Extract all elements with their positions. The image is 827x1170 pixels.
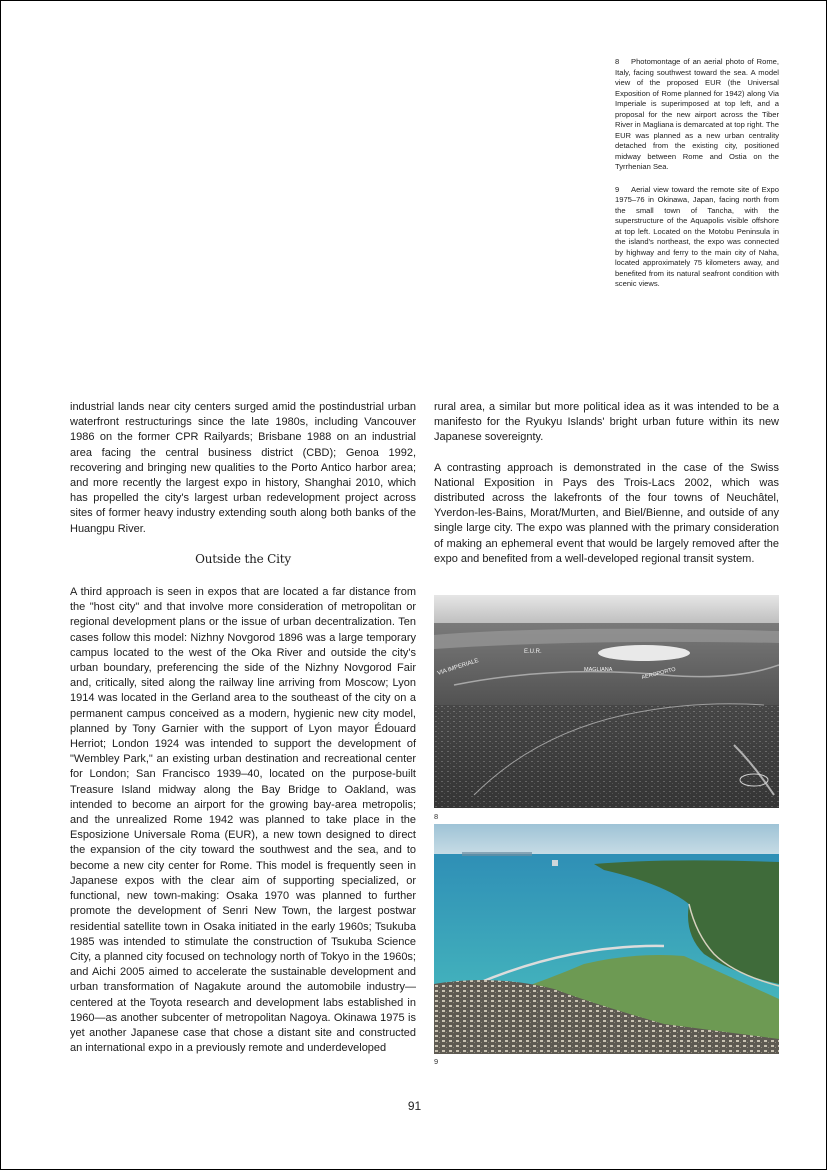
page-number: 91 bbox=[407, 1099, 422, 1113]
body-paragraph: A third approach is seen in expos that are located a far distance from the "host city" and that involve more consideration of metropolitan or regional development plans or the issue of urban decentralization. Ten cases follow this model: Nizhny Novgorod 1896 was a large temporary campus located to the west of the Oka River and outside the city's urban boundary, preferencing the side of the Nizhny Novgorod Fair and, critically, sited along the railway line arriving from Moscow; Lyon 1914 was located in the Gerland area to the southeast of the city on a permanent campus conceived as a modern, hygienic new city model, planned by Tony Garnier with the support of Lyon mayor Édouard Herriot; London 1924 was intended to support the development of "Wembley Park," an existing urban destination and recreational center for London; San Francisco 1939–40, located on the purpose-built Treasure Island midway along the Bay Bridge to Oakland, was intended to become an airport for the growing bay-area metropolis; and the unrealized Rome 1942 was planned to take place in the Esposizione Universale Roma (EUR), a new town designed to direct the expansion of the city toward the southwest and the sea, and to become a new city center for Rome. This model is frequently seen in Japanese expos with the clear aim of supporting specialized, or functional, new town-making: Osaka 1970 was planned to further promote the development of Senri New Town, the largest postwar residential satellite town in Osaka initiated in the early 1960s; Tsukuba 1985 was intended to stimulate the construction of Tsukuba Science City, a planned city focused on technology north of Tokyo in the 1960s; and Aichi 2005 aimed to accelerate the sustainable development and urban transformation of Nagakute around the automobile industry—centered at the Toyota research and development labs established in 1960—as another subcenter of metropolitan Nagoya. Okinawa 1975 is yet another Japanese case that chose a distant site and constructed an international expo in a previously remote and underdeveloped bbox=[70, 586, 416, 1055]
photo-label: AEROPORTO bbox=[641, 666, 677, 681]
photo-label: E.U.R. bbox=[524, 649, 542, 655]
rome-aerial-photomontage bbox=[434, 595, 779, 808]
photo-label: VIA IMPERIALE bbox=[436, 657, 480, 677]
caption-number: 9 bbox=[615, 184, 620, 194]
caption-text: Aerial view toward the remote site of Expo 1975–76 in Okinawa, Japan, facing north from the small town of Tancha, with the superstructure of the Aquapolis visible offshore at top left. Located on the Motobu Peninsula in the island's northeast, the expo was connected by highway and ferry to the main city of Naha, located approximately 75 kilometers away, and benefited from its natural seafront condition with scenic views. bbox=[615, 184, 779, 288]
okinawa-photo-image bbox=[434, 824, 779, 1054]
figure-number: 9 bbox=[434, 1057, 439, 1066]
figure-number: 8 bbox=[434, 812, 439, 821]
caption-9 bbox=[615, 185, 779, 290]
figure-captions bbox=[615, 57, 779, 302]
left-text-column bbox=[70, 400, 416, 1071]
right-text-column bbox=[434, 400, 779, 582]
caption-number: 8 bbox=[615, 57, 620, 66]
caption-text: Photomontage of an aerial photo of Rome, Italy, facing southwest toward the sea. A model view of the proposed EUR (the Universal Exposition of Rome planned for 1942) along Via Imperiale is superimposed at top left, and a proposal for the new airport across the Tiber River in Magliana is demarcated at top right. The EUR was planned as a new urban centrality detached from the existing city, positioned midway between Rome and Ostia on the Tyrrhenian Sea. bbox=[615, 57, 779, 171]
aerial-photo-image bbox=[434, 595, 779, 808]
photo-label: MAGLIANA bbox=[584, 667, 613, 673]
section-heading: Outside the City bbox=[195, 551, 291, 566]
caption-8 bbox=[615, 57, 779, 173]
body-paragraph: rural area, a similar but more political idea as it was intended to be a manifesto for the Ryukyu Islands' bright urban future within its new Japanese sovereignty. bbox=[434, 401, 779, 444]
body-paragraph: industrial lands near city centers surged amid the postindustrial urban waterfront restructurings since the late 1980s, including Vancouver 1986 on the former CPR Railyards; Brisbane 1988 on an industrial area facing the central business district (CBD); Genoa 1992, recovering and bringing new qualities to the Porto Antico harbor area; and more recently the largest expo in history, Shanghai 2010, which has propelled the city's largest urban redevelopment project across sites of former heavy industry extending south along both banks of the Huangpu River. bbox=[70, 401, 416, 535]
body-paragraph: A contrasting approach is demonstrated in the case of the Swiss National Exposition in Pays des Trois-Lacs 2002, which was distributed across the lakefronts of the four towns of Neuchâtel, Yverdon-les-Bains, Morat/Murten, and Biel/Bienne, and outside of any single large city. The expo was planned with the primary consideration of making an ephemeral event that would be largely removed after the expo and benefited from a well-developed regional transit system. bbox=[434, 461, 779, 565]
okinawa-aerial-photo bbox=[434, 824, 779, 1054]
